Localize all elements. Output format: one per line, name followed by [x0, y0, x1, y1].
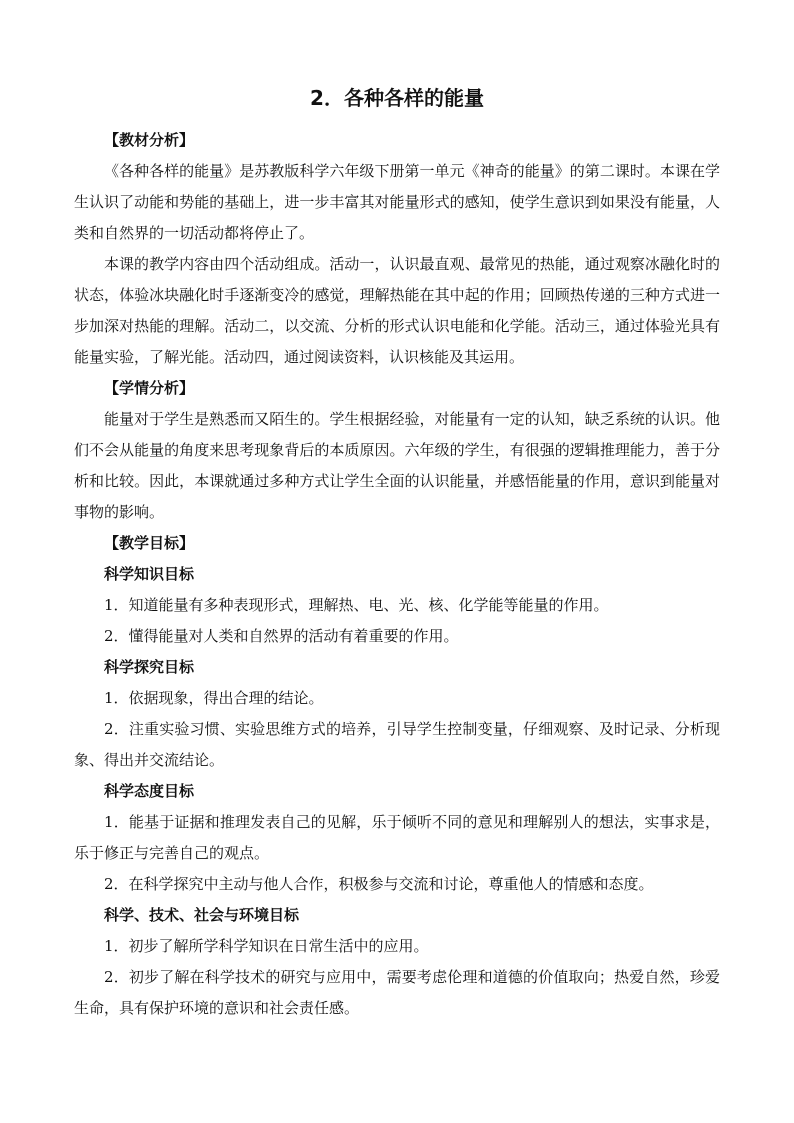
section-textbook-analysis [74, 125, 720, 373]
section-heading: 【教学目标】 [104, 534, 195, 552]
goal-subheading: 科学探究目标 [104, 658, 195, 676]
paragraph: 《各种各样的能量》是苏教版科学六年级下册第一单元《神奇的能量》的第二课时。本课在学生认识了动能和势能的基础上，进一步丰富其对能量形式的感知，使学生意识到如果没有能量，人类和自然界的一切活动都将停止了。 [74, 162, 720, 242]
document-title: 2．各种各样的能量 [310, 86, 484, 110]
goal-item: 2．初步了解在科学技术的研究与应用中，需要考虑伦理和道德的价值取向；热爱自然，珍爱生命，具有保护环境的意识和社会责任感。 [74, 968, 720, 1017]
goal-subheading: 科学态度目标 [104, 782, 195, 800]
document-page [74, 84, 720, 1024]
goal-item: 2．在科学探究中主动与他人合作，积极参与交流和讨论，尊重他人的情感和态度。 [104, 875, 654, 893]
goal-item: 1．依据现象，得出合理的结论。 [104, 689, 324, 707]
goal-item: 2．懂得能量对人类和自然界的活动有着重要的作用。 [104, 627, 459, 645]
goal-item: 1．知道能量有多种表现形式，理解热、电、光、核、化学能等能量的作用。 [104, 596, 609, 614]
goal-subheading: 科学、技术、社会与环境目标 [104, 906, 300, 924]
section-heading: 【教材分析】 [104, 131, 195, 149]
goal-group-inquiry [74, 652, 720, 776]
goal-subheading: 科学知识目标 [104, 565, 195, 583]
goal-group-stse [74, 900, 720, 1024]
section-teaching-goals [74, 528, 720, 1024]
section-heading: 【学情分析】 [104, 379, 195, 397]
goal-group-knowledge [74, 559, 720, 652]
goal-item: 1．能基于证据和推理发表自己的见解，乐于倾听不同的意见和理解别人的想法，实事求是，乐于修正与完善自己的观点。 [74, 813, 720, 862]
goal-item: 2．注重实验习惯、实验思维方式的培养，引导学生控制变量，仔细观察、及时记录、分析现象、得出并交流结论。 [74, 720, 720, 769]
paragraph: 本课的教学内容由四个活动组成。活动一，认识最直观、最常见的热能，通过观察冰融化时的状态，体验冰块融化时手逐渐变冷的感觉，理解热能在其中起的作用；回顾热传递的三种方式进一步加深对热能的理解。活动二，以交流、分析的形式认识电能和化学能。活动三，通过体验光具有能量实验，了解光能。活动四，通过阅读资料，认识核能及其运用。 [74, 255, 720, 366]
goal-group-attitude [74, 776, 720, 900]
section-student-analysis [74, 373, 720, 528]
paragraph: 能量对于学生是熟悉而又陌生的。学生根据经验，对能量有一定的认知，缺乏系统的认识。他们不会从能量的角度来思考现象背后的本质原因。六年级的学生，有很强的逻辑推理能力，善于分析和比较。因此，本课就通过多种方式让学生全面的认识能量，并感悟能量的作用，意识到能量对事物的影响。 [74, 410, 720, 521]
goal-item: 1．初步了解所学科学知识在日常生活中的应用。 [104, 937, 429, 955]
